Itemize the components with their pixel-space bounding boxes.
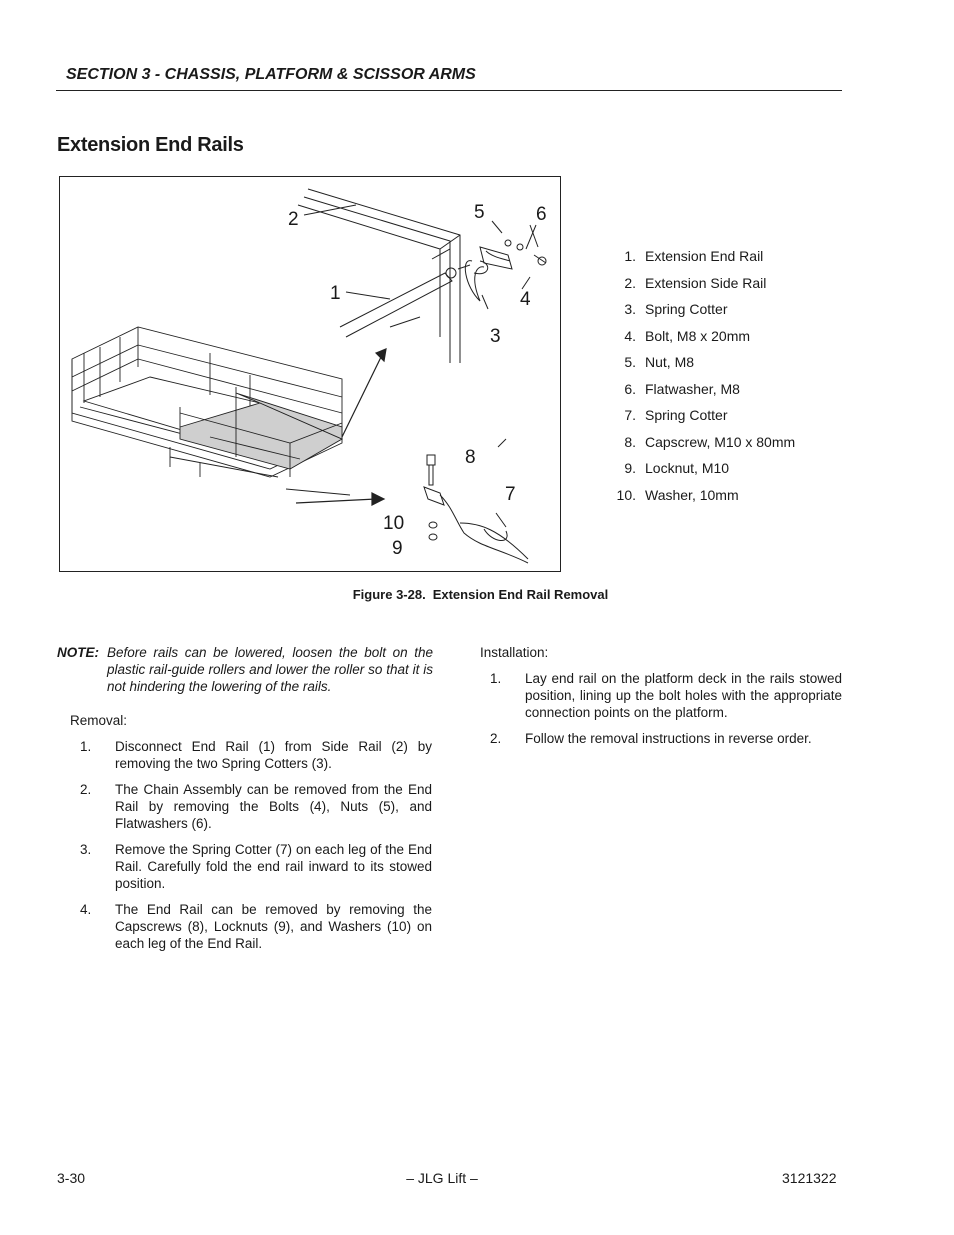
legend-label: Capscrew, M10 x 80mm (645, 433, 796, 450)
callout-1: 1 (330, 283, 341, 304)
legend-item (606, 327, 846, 354)
legend-item (606, 300, 846, 327)
callout-5: 5 (474, 202, 485, 223)
legend-item (606, 433, 846, 460)
legend-number: 4. (624, 327, 636, 344)
step-number: 1. (490, 671, 502, 686)
callout-3: 3 (490, 326, 501, 347)
parts-legend (606, 247, 846, 512)
legend-item (606, 486, 846, 513)
list-item (80, 901, 432, 952)
installation-heading: Installation: (480, 645, 549, 660)
legend-label: Locknut, M10 (645, 460, 730, 476)
legend-item (606, 380, 846, 407)
legend-item (606, 247, 846, 274)
exploded-view-drawing (60, 177, 561, 572)
note-block (57, 644, 433, 695)
step-text: The Chain Assembly can be removed from the End Rail by removing the Bolts (4), Nuts (5), and Flatwashers (6). (115, 782, 432, 831)
legend-number: 3. (624, 301, 636, 317)
figure-number: Figure 3-28. (352, 587, 426, 602)
legend-label: Flatwasher, M8 (645, 380, 740, 397)
callout-6: 6 (536, 204, 547, 225)
legend-item (606, 406, 846, 433)
callout-2: 2 (288, 209, 299, 230)
page-number: 3-30 (57, 1170, 86, 1186)
step-number: 3. (80, 842, 92, 857)
figure-illustration (59, 176, 561, 572)
removal-heading: Removal: (70, 713, 128, 728)
legend-number: 9. (624, 460, 636, 476)
step-text: The End Rail can be removed by removing the Capscrews (8), Locknuts (9), and Washers (10) on each leg of the End Rail. (115, 902, 432, 951)
step-text: Lay end rail on the platform deck in the rails stowed position, lining up the bolt holes with the appropriate connection points on the platform. (525, 671, 842, 720)
legend-number: 8. (624, 433, 636, 450)
figure-caption (0, 587, 954, 602)
note-text: Before rails can be lowered, loosen the bolt on the plastic rail-guide rollers and lower the roller so that it is not hindering the lowering of the rails. (107, 645, 433, 694)
legend-item (606, 459, 846, 486)
legend-label: Spring Cotter (645, 301, 728, 317)
legend-number: 1. (624, 248, 636, 264)
step-number: 4. (80, 902, 92, 917)
legend-label: Nut, M8 (645, 354, 695, 370)
legend-number: 2. (624, 274, 636, 291)
legend-label: Extension End Rail (645, 248, 764, 264)
legend-number: 10. (616, 486, 636, 503)
footer-brand: – JLG Lift – (406, 1170, 478, 1186)
header-divider (56, 90, 842, 91)
list-item (80, 738, 432, 772)
legend-label: Extension Side Rail (645, 274, 767, 291)
callout-4: 4 (520, 289, 531, 310)
legend-number: 6. (624, 380, 636, 397)
step-number: 2. (490, 731, 502, 746)
figure-title: Extension End Rail Removal (432, 587, 609, 602)
removal-steps (80, 738, 432, 961)
legend-item (606, 353, 846, 380)
step-number: 1. (80, 739, 92, 754)
list-item (80, 781, 432, 832)
legend-label: Washer, 10mm (645, 486, 739, 503)
installation-steps (490, 670, 842, 756)
step-text: Follow the removal instructions in reverse order. (525, 731, 812, 746)
list-item (80, 841, 432, 892)
callout-8: 8 (465, 447, 476, 468)
legend-number: 5. (624, 354, 636, 370)
callout-7: 7 (505, 484, 516, 505)
callout-9: 9 (392, 538, 403, 559)
section-header: SECTION 3 - CHASSIS, PLATFORM & SCISSOR ARMS (66, 66, 476, 83)
callout-10: 10 (383, 513, 405, 534)
step-text: Remove the Spring Cotter (7) on each leg of the End Rail. Carefully fold the end rail inward to its stowed position. (115, 842, 432, 891)
note-label: NOTE: (57, 645, 99, 660)
step-number: 2. (80, 782, 92, 797)
legend-item (606, 274, 846, 301)
legend-number: 7. (624, 407, 636, 423)
document-number: 3121322 (782, 1170, 837, 1186)
legend-label: Spring Cotter (645, 407, 728, 423)
legend-label: Bolt, M8 x 20mm (645, 327, 751, 344)
page-title: Extension End Rails (57, 134, 244, 156)
list-item (490, 730, 842, 747)
step-text: Disconnect End Rail (1) from Side Rail (2) by removing the two Spring Cotters (3). (115, 739, 432, 771)
list-item (490, 670, 842, 721)
